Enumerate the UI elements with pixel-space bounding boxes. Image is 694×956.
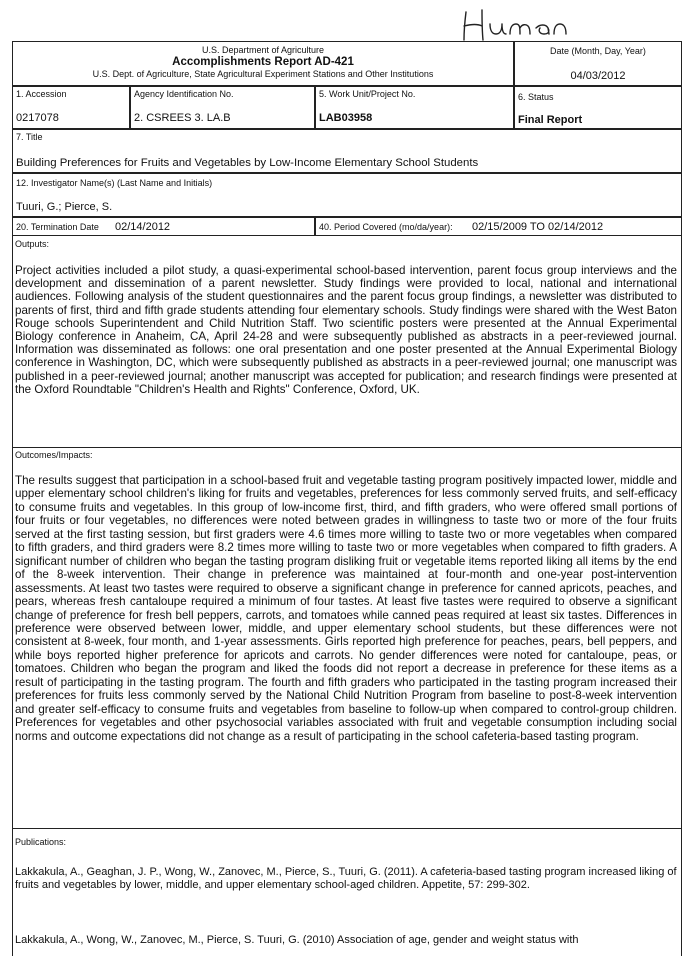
outcomes-text: The results suggest that participation in a school-based fruit and vegetable tasting program positively impacted lower, middle and upper elementary school children's liking for fruits and vegetables, preferences for less commonly served fruits, and self-efficacy to consume fruits and vegetables. In this group of low-income first, third, and fifth graders, who were offered small portions of four fruits or four vegetables, no differences were noted between grades in willingness to taste two or more of the four fruits served at the first tasting session, but first graders were 4.6 times more willing to taste two or more vegetables when compared to fifth graders, and third graders were 8.2 times more willing to taste two or more vegetables when compared to fifth graders. A significant number of children who began the tasting program disliking fruit or vegetable items reported liking all items by the end of the 8-week intervention. Their change in preference was maintained at four-month and one-year post-intervention assessments. At least two tastes were required to observe a significant change in preference for canned apricots, peaches, and pears, whereas fresh cantaloupe required a minimum of four tastes. At least five tastes were required to observe a significant change of preference for fresh bell peppers, carrots, and tomatoes while canned peas required at least six tastes. Differences in preference were observed between lower, middle, and upper elementary school students, but these differences were not consistent at 8-week, four month, and 1-year assessments. Girls reported high preference for peaches, pears, bell peppers, and while boys reported higher preference for apricots and carrots. No gender differences were noted for cantaloupe, peas, or tomatoes. Children who began the program and liked the foods did not report a decrease in preference for these items as a result of participating in the tasting program. The fourth and fifth graders who participated in the tasting program increased their preferences for fruits less commonly served by the National Child Nutrition Program from baseline to post-8-week intervention and greater self-efficacy to consume fruits and vegetables from baseline to follow-up when compared to control-group children. Preferences for vegetables and other psychosocial variables associated with fruit and vegetable consumption including social norms and outcome expectations did not change as a result of participating in the school cafeteria-based tasting program. — [15, 474, 677, 743]
status-value: Final Report — [518, 114, 583, 126]
outputs-divider — [12, 447, 682, 448]
date-value: 04/03/2012 — [570, 70, 626, 82]
outputs-label: Outputs: — [15, 239, 50, 249]
report-header — [12, 41, 514, 86]
accession-label: 1. Accession — [16, 89, 67, 99]
workunit-label: 5. Work Unit/Project No. — [319, 89, 416, 99]
workunit-box — [315, 86, 514, 129]
outcomes-divider — [12, 828, 682, 829]
investigator-value: Tuuri, G.; Pierce, S. — [16, 201, 113, 213]
date-box — [514, 41, 682, 86]
status-label: 6. Status — [518, 92, 554, 102]
publications-label: Publications: — [15, 837, 67, 847]
date-label: Date (Month, Day, Year) — [550, 46, 646, 56]
period-label: 40. Period Covered (mo/da/year): — [319, 222, 453, 232]
section-border-left — [12, 236, 13, 956]
department-name: U.S. Department of Agriculture — [201, 45, 325, 55]
outcomes-label: Outcomes/Impacts: — [15, 450, 93, 460]
agency-box — [130, 86, 315, 129]
section-border-right — [681, 236, 682, 956]
accession-value: 0217078 — [16, 112, 59, 124]
publication-item: Lakkakula, A., Wong, W., Zanovec, M., Pierce, S. Tuuri, G. (2010) Association of age, gender and weight status with — [15, 934, 579, 946]
termination-value: 02/14/2012 — [115, 221, 171, 233]
status-box — [514, 86, 682, 129]
investigator-box — [12, 173, 682, 217]
title-value: Building Preferences for Fruits and Vegetables by Low-Income Elementary School Students — [16, 157, 479, 169]
period-box — [315, 217, 682, 236]
termination-label: 20. Termination Date — [16, 222, 99, 232]
outputs-text: Project activities included a pilot study, a quasi-experimental school-based intervention, parent focus group interviews and the development and dissemination of a parent newsletter. Study findings were provided to local, national and international audiences. Following analysis of the student questionnaires and the parent focus group findings, a newsletter was distributed to parents of first, third and fifth grade students attending four elementary schools. Study findings were shared with the West Baton Rouge schools Superintendent and Child Nutrition Staff. Two scientific posters were presented at the Annual Experimental Biology conference in Anaheim, CA, April 24-28 and were subsequently published as abstracts in a peer-reviewed journal. Information was disseminated as follows: one oral presentation and one poster presented at the Annual Experimental Biology conference in Washington, DC, which were subsequently published as abstracts in a peer-reviewed journal; one manuscript was published in a peer-reviewed journal; another manuscript was accepted for publication; and research findings were presented at the Oxford Roundtable "Children's Health and Rights" Conference, Oxford, UK. — [15, 264, 677, 396]
title-box — [12, 129, 682, 173]
accession-box — [12, 86, 130, 129]
period-value: 02/15/2009 TO 02/14/2012 — [472, 221, 604, 233]
report-title: Accomplishments Report AD-421 — [172, 56, 354, 68]
report-subtitle: U.S. Dept. of Agriculture, State Agricultural Experiment Stations and Other Institutions — [92, 69, 434, 79]
termination-box — [12, 217, 315, 236]
agency-label: Agency Identification No. — [134, 89, 234, 99]
agency-value: 2. CSREES 3. LA.B — [134, 112, 231, 124]
handwritten-annotation — [452, 4, 592, 44]
title-label: 7. Title — [16, 132, 43, 142]
investigator-label: 12. Investigator Name(s) (Last Name and Initials) — [16, 178, 213, 188]
publication-item: Lakkakula, A., Geaghan, J. P., Wong, W., Zanovec, M., Pierce, S., Tuuri, G. (2011). A cafeteria-based tasting program increased liking of fruits and vegetables by lower, middle, and upper elementary school-aged children. Appetite, 57: 299-302. — [15, 866, 677, 891]
workunit-value: LAB03958 — [319, 112, 373, 124]
